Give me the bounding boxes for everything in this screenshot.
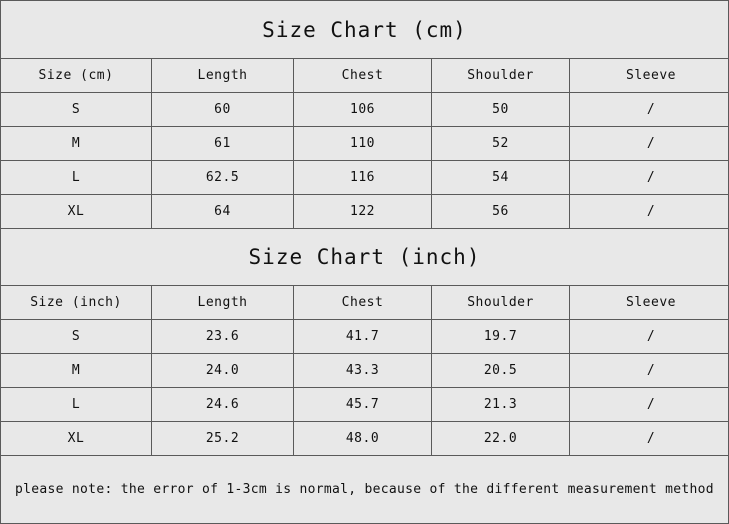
measurement-note: please note: the error of 1-3cm is normal, because of the different measurement method	[15, 482, 714, 497]
header-cell-chest: Chest	[294, 286, 432, 320]
header-cell-length: Length	[152, 286, 294, 320]
cell-size: S	[1, 320, 152, 354]
section-title-cm-row	[1, 1, 728, 59]
table-row	[1, 195, 729, 229]
cell-length: 64	[152, 195, 294, 229]
cell-chest: 41.7	[294, 320, 432, 354]
size-table-inch	[1, 286, 729, 455]
cell-chest: 45.7	[294, 388, 432, 422]
cell-sleeve: /	[646, 204, 656, 219]
cell-shoulder: 56	[432, 195, 570, 229]
cell-length: 60	[152, 93, 294, 127]
header-cell-shoulder: Shoulder	[432, 59, 570, 93]
size-table-cm	[1, 59, 729, 228]
table-header-row	[1, 59, 729, 93]
table-row	[1, 127, 729, 161]
cell-shoulder: 52	[432, 127, 570, 161]
cell-sleeve: /	[646, 431, 656, 446]
cell-size: XL	[1, 422, 152, 456]
cell-sleeve: /	[570, 93, 729, 127]
table-row	[1, 161, 729, 195]
header-cell-sleeve: Sleeve	[570, 59, 729, 93]
cell-chest: 116	[294, 161, 432, 195]
table-row	[1, 388, 729, 422]
table-row	[1, 93, 729, 127]
cell-length: 25.2	[152, 422, 294, 456]
cell-chest: 106	[294, 93, 432, 127]
header-cell-sleeve: Sleeve	[570, 286, 729, 320]
cell-size: S	[1, 93, 152, 127]
header-cell-size: Size (inch)	[1, 286, 152, 320]
section-title-inch-row	[1, 228, 728, 286]
cell-size: XL	[1, 195, 152, 229]
cell-shoulder: 19.7	[432, 320, 570, 354]
cell-chest: 48.0	[294, 422, 432, 456]
cell-shoulder: 20.5	[432, 354, 570, 388]
cell-sleeve: /	[570, 354, 729, 388]
cell-chest: 122	[294, 195, 432, 229]
cell-length: 61	[152, 127, 294, 161]
cell-size: L	[1, 388, 152, 422]
cell-chest: 110	[294, 127, 432, 161]
header-cell-size: Size (cm)	[1, 59, 152, 93]
table-row	[1, 354, 729, 388]
table-row	[1, 320, 729, 354]
section-title-cm: Size Chart (cm)	[262, 17, 467, 42]
cell-chest: 43.3	[294, 354, 432, 388]
cell-length: 62.5	[152, 161, 294, 195]
note-row	[1, 455, 728, 523]
cell-length: 24.6	[152, 388, 294, 422]
cell-sleeve: /	[570, 127, 729, 161]
cell-length: 23.6	[152, 320, 294, 354]
cell-size: L	[1, 161, 152, 195]
cell-sleeve: /	[570, 161, 729, 195]
cell-shoulder: 21.3	[432, 388, 570, 422]
cell-sleeve: /	[570, 320, 729, 354]
cell-size: M	[1, 354, 152, 388]
cell-shoulder: 22.0	[432, 422, 570, 456]
cell-sleeve: /	[570, 388, 729, 422]
header-cell-chest: Chest	[294, 59, 432, 93]
header-cell-shoulder: Shoulder	[432, 286, 570, 320]
table-row	[1, 422, 729, 456]
header-cell-length: Length	[152, 59, 294, 93]
cell-shoulder: 54	[432, 161, 570, 195]
cell-shoulder: 50	[432, 93, 570, 127]
table-header-row	[1, 286, 729, 320]
section-title-inch: Size Chart (inch)	[248, 245, 481, 269]
cell-length: 24.0	[152, 354, 294, 388]
cell-size: M	[1, 127, 152, 161]
